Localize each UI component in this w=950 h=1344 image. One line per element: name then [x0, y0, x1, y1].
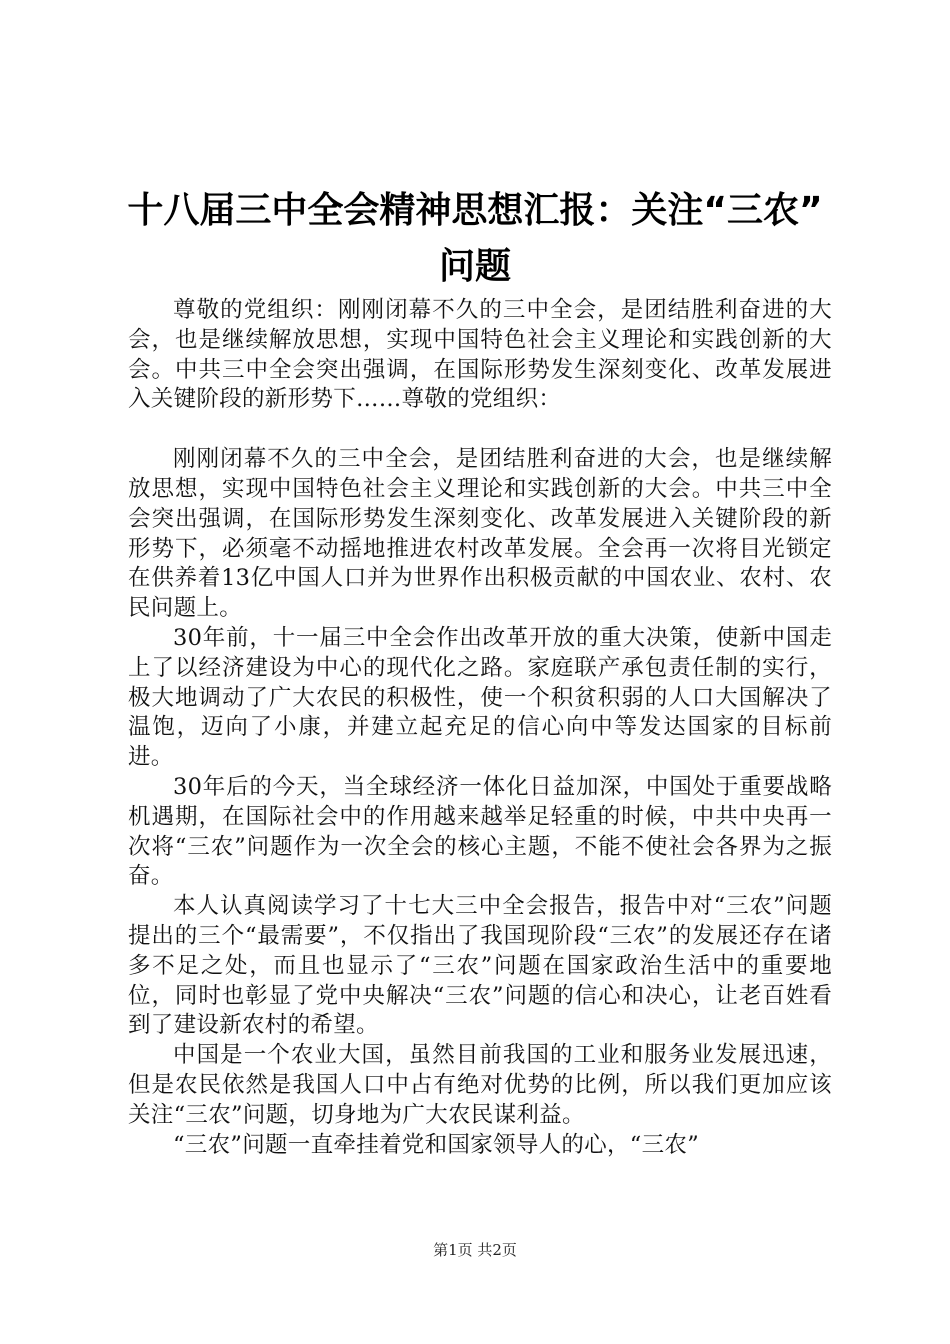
paragraph-gap — [128, 415, 832, 445]
title-line-1: 十八届三中全会精神思想汇报：关注“三农” — [127, 190, 823, 231]
paragraph-3: 30年前，十一届三中全会作出改革开放的重大决策，使新中国走上了以经济建设为中心的现代化之路。家庭联产承包责任制的实行，极大地调动了广大农民的积极性，使一个积贫积弱的人口大国解决了温饱，迈向了小康，并建立起充足的信心向中等发达国家的目标前进。 — [128, 624, 832, 771]
title-line-2: 问题 — [438, 246, 511, 287]
document-body — [128, 296, 832, 1160]
page-number-footer: 第1页 共2页 — [433, 1241, 517, 1259]
paragraph-6: 中国是一个农业大国，虽然目前我国的工业和服务业发展迅速，但是农民依然是我国人口中占有绝对优势的比例，所以我们更加应该关注“三农”问题，切身地为广大农民谋利益。 — [128, 1042, 832, 1128]
paragraph-7: “三农”问题一直牵挂着党和国家领导人的心，“三农” — [173, 1131, 700, 1158]
paragraph-4: 30年后的今天，当全球经济一体化日益加深，中国处于重要战略机遇期，在国际社会中的作用越来越举足轻重的时候，中共中央再一次将“三农”问题作为一次全会的核心主题，不能不使社会各界为之振奋。 — [128, 773, 832, 890]
paragraph-1: 尊敬的党组织：刚刚闭幕不久的三中全会，是团结胜利奋进的大会，也是继续解放思想，实现中国特色社会主义理论和实践创新的大会。中共三中全会突出强调，在国际形势发生深刻变化、改革发展进入关键阶段的新形势下……尊敬的党组织： — [128, 297, 832, 413]
paragraph-5: 本人认真阅读学习了十七大三中全会报告，报告中对“三农”问题提出的三个“最需要”，不仅指出了我国现阶段“三农”的发展还存在诸多不足之处，而且也显示了“三农”问题在国家政治生活中的重要地位，同时也彰显了党中央解决“三农”问题的信心和决心，让老百姓看到了建设新农村的希望。 — [128, 893, 832, 1039]
paragraph-2: 刚刚闭幕不久的三中全会，是团结胜利奋进的大会，也是继续解放思想，实现中国特色社会主义理论和实践创新的大会。中共三中全会突出强调，在国际形势发生深刻变化、改革发展进入关键阶段的新形势下，必须毫不动摇地推进农村改革发展。全会再一次将目光锁定在供养着13亿中国人口并为世界作出积极贡献的中国农业、农村、农民问题上。 — [128, 446, 832, 622]
document-title — [100, 183, 850, 295]
